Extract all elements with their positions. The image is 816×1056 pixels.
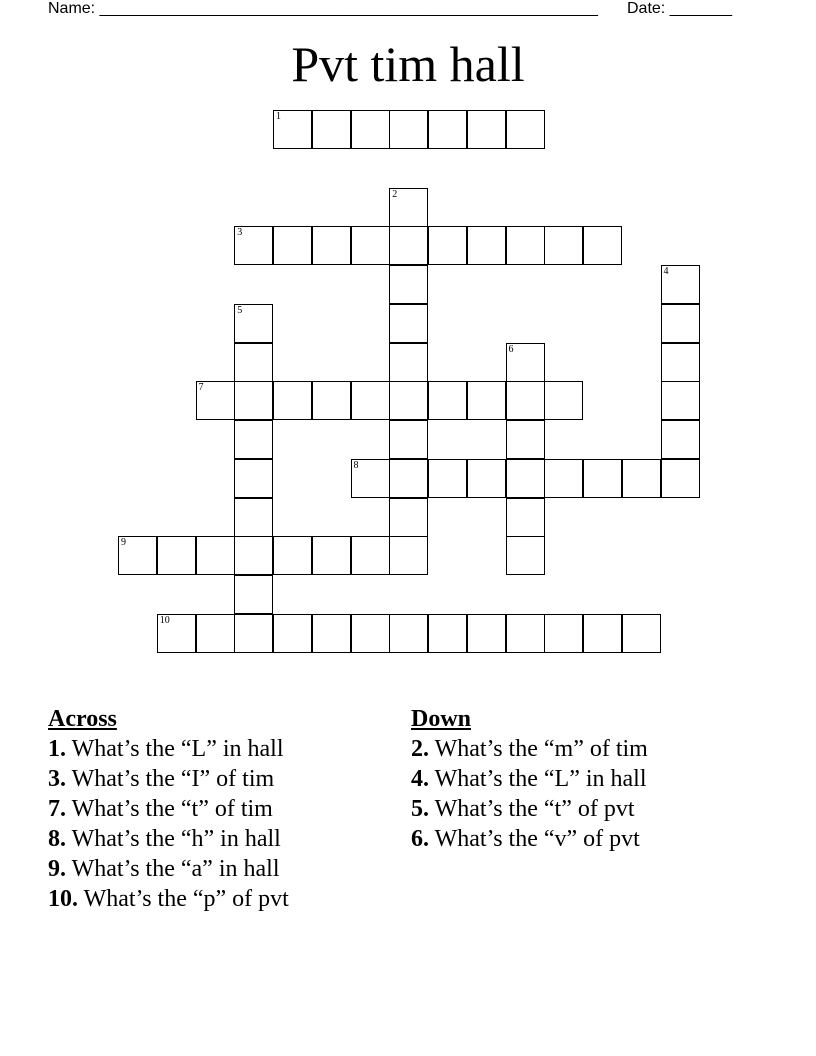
clue-number-label: 8 <box>353 459 359 471</box>
crossword-cell[interactable] <box>428 381 467 420</box>
crossword-cell[interactable] <box>234 614 273 653</box>
crossword-cell[interactable] <box>234 498 273 537</box>
crossword-cell[interactable] <box>351 614 390 653</box>
crossword-cell[interactable] <box>312 110 351 149</box>
crossword-cell[interactable] <box>273 110 312 149</box>
crossword-cell[interactable] <box>661 459 700 498</box>
crossword-cell[interactable] <box>389 536 428 575</box>
crossword-cell[interactable] <box>312 614 351 653</box>
crossword-cell[interactable] <box>583 459 622 498</box>
clue-number: 7. <box>48 796 66 822</box>
across-clue <box>48 734 289 764</box>
crossword-cell[interactable] <box>506 381 545 420</box>
crossword-cell[interactable] <box>544 459 583 498</box>
crossword-cell[interactable] <box>234 226 273 265</box>
clue-number: 2. <box>411 736 429 762</box>
crossword-cell[interactable] <box>312 226 351 265</box>
clue-text: What’s the “a” in hall <box>71 856 280 882</box>
crossword-cell[interactable] <box>389 381 428 420</box>
crossword-cell[interactable] <box>351 536 390 575</box>
clue-number: 9. <box>48 856 66 882</box>
crossword-cell[interactable] <box>351 381 390 420</box>
across-clue <box>48 764 289 794</box>
crossword-cell[interactable] <box>389 459 428 498</box>
down-clues <box>411 704 648 854</box>
crossword-cell[interactable] <box>389 304 428 343</box>
name-field-label: Name: ________________________________________________________ <box>48 0 598 17</box>
crossword-cell[interactable] <box>506 226 545 265</box>
crossword-cell[interactable] <box>506 110 545 149</box>
clue-number-label: 9 <box>121 537 126 549</box>
clue-number-label: 6 <box>508 343 514 355</box>
crossword-cell[interactable] <box>157 536 196 575</box>
crossword-cell[interactable] <box>622 459 661 498</box>
crossword-cell[interactable] <box>234 343 273 382</box>
crossword-cell[interactable] <box>234 536 273 575</box>
clue-number: 4. <box>411 766 429 792</box>
clue-number: 10. <box>48 886 78 912</box>
crossword-cell[interactable] <box>661 304 700 343</box>
down-clue <box>411 734 648 764</box>
crossword-cell[interactable] <box>506 498 545 537</box>
across-clues <box>48 704 289 914</box>
clue-text: What’s the “v” of pvt <box>434 826 640 852</box>
clue-number-label: 1 <box>276 111 281 122</box>
crossword-cell[interactable] <box>196 614 235 653</box>
crossword-cell[interactable] <box>234 459 273 498</box>
clue-text: What’s the “p” of pvt <box>83 886 289 912</box>
across-clue <box>48 854 289 884</box>
crossword-cell[interactable] <box>351 110 390 149</box>
crossword-cell[interactable] <box>273 614 312 653</box>
crossword-cell[interactable] <box>506 420 545 459</box>
crossword-cell[interactable] <box>661 265 700 304</box>
crossword-cell[interactable] <box>273 381 312 420</box>
crossword-cell[interactable] <box>273 226 312 265</box>
clue-number-label: 4 <box>663 266 669 277</box>
crossword-cell[interactable] <box>157 614 196 653</box>
crossword-cell[interactable] <box>467 459 506 498</box>
page-title: Pvt tim hall <box>291 36 525 92</box>
crossword-cell[interactable] <box>234 420 273 459</box>
crossword-cell[interactable] <box>506 614 545 653</box>
crossword-cell[interactable] <box>544 381 583 420</box>
down-heading: Down <box>411 706 472 732</box>
crossword-cell[interactable] <box>661 343 700 382</box>
crossword-cell[interactable] <box>583 614 622 653</box>
crossword-cell[interactable] <box>506 536 545 575</box>
clue-text: What’s the “I” of tim <box>71 766 275 792</box>
crossword-cell[interactable] <box>428 459 467 498</box>
clue-number: 8. <box>48 826 66 852</box>
clue-text: What’s the “m” of tim <box>434 736 648 762</box>
across-heading: Across <box>48 706 117 732</box>
clue-number-label: 3 <box>237 227 243 239</box>
crossword-cell[interactable] <box>389 188 428 227</box>
across-clue <box>48 884 289 914</box>
down-clue <box>411 764 648 794</box>
clue-number-label: 7 <box>198 382 204 394</box>
crossword-cell[interactable] <box>389 110 428 149</box>
crossword-cell[interactable] <box>389 420 428 459</box>
clue-number: 1. <box>48 736 66 762</box>
clue-text: What’s the “h” in hall <box>71 826 281 852</box>
crossword-cell[interactable] <box>118 536 157 575</box>
crossword-cell[interactable] <box>389 498 428 537</box>
crossword-cell[interactable] <box>661 420 700 459</box>
crossword-cell[interactable] <box>351 459 390 498</box>
down-clue <box>411 794 648 824</box>
clue-number-label: 10 <box>159 614 170 626</box>
crossword-cell[interactable] <box>389 343 428 382</box>
across-clue <box>48 824 289 854</box>
date-field-label: Date: _______ <box>627 0 732 17</box>
down-clue <box>411 824 648 854</box>
crossword-cell[interactable] <box>196 536 235 575</box>
crossword-cell[interactable] <box>273 536 312 575</box>
crossword-cell[interactable] <box>544 614 583 653</box>
crossword-cell[interactable] <box>661 381 700 420</box>
crossword-cell[interactable] <box>312 381 351 420</box>
crossword-cell[interactable] <box>196 381 235 420</box>
crossword-cell[interactable] <box>467 381 506 420</box>
clue-number-label: 5 <box>237 304 243 316</box>
crossword-cell[interactable] <box>506 343 545 382</box>
crossword-cell[interactable] <box>506 459 545 498</box>
crossword-cell[interactable] <box>312 536 351 575</box>
crossword-cell[interactable] <box>467 226 506 265</box>
crossword-cell[interactable] <box>234 575 273 614</box>
crossword-cell[interactable] <box>583 226 622 265</box>
crossword-cell[interactable] <box>467 110 506 149</box>
crossword-cell[interactable] <box>389 614 428 653</box>
clue-number-label: 2 <box>392 188 398 200</box>
clue-text: What’s the “L” in hall <box>71 736 284 762</box>
clue-text: What’s the “t” of tim <box>71 796 273 822</box>
clue-text: What’s the “L” in hall <box>434 766 647 792</box>
crossword-cell[interactable] <box>428 614 467 653</box>
crossword-cell[interactable] <box>467 614 506 653</box>
crossword-cell[interactable] <box>234 304 273 343</box>
crossword-cell[interactable] <box>351 226 390 265</box>
clue-text: What’s the “t” of pvt <box>434 796 635 822</box>
crossword-cell[interactable] <box>389 265 428 304</box>
crossword-cell[interactable] <box>389 226 428 265</box>
crossword-cell[interactable] <box>544 226 583 265</box>
crossword-cell[interactable] <box>622 614 661 653</box>
crossword-cell[interactable] <box>428 226 467 265</box>
crossword-cell[interactable] <box>428 110 467 149</box>
crossword-cell[interactable] <box>234 381 273 420</box>
clue-number: 6. <box>411 826 429 852</box>
across-clue <box>48 794 289 824</box>
clue-number: 3. <box>48 766 66 792</box>
clue-number: 5. <box>411 796 429 822</box>
